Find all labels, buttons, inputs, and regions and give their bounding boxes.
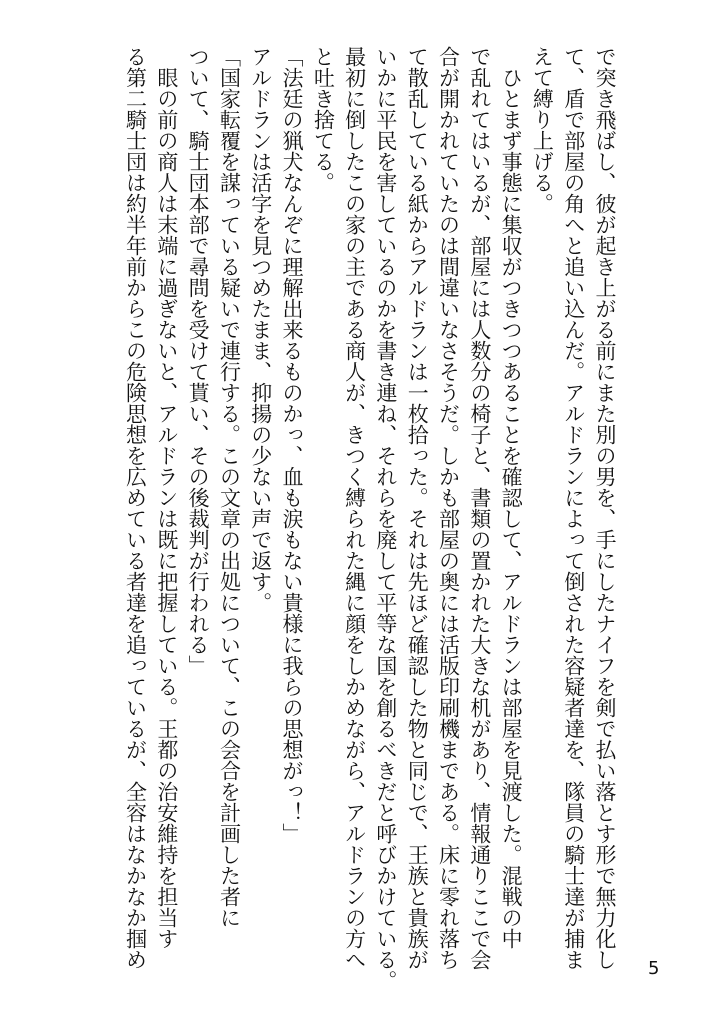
text-line: て、盾で部屋の角へと追い込んだ。アルドランによって倒された容疑者達を、隊員の騎士達が捕ま [561, 46, 586, 970]
text-line: 「国家転覆を謀っている疑いで連行する。この文章の出処について、この会合を計画した者に [217, 46, 242, 928]
text-line: で乱れてはいるが、部屋には人数分の椅子と、書類の置かれた大きな机があり、情報通りここで会 [467, 46, 492, 970]
text-line: で突き飛ばし、彼が起き上がる前にまた別の男を、手にしたナイフを剣で払い落とす形で無力化し [593, 46, 617, 970]
text-line: えて縛り上げる。 [530, 46, 555, 214]
text-line: 最初に倒したこの家の主である商人が、きつく縛られた縄に顔をしかめながら、アルドランの方へ [342, 46, 367, 970]
text-line: と吐き捨てる。 [311, 46, 336, 193]
text-line: いかに平民を害しているのかを書き連ね、それらを廃して平等な国を創るべきだと呼びかけている。 [373, 46, 398, 991]
text-line: て散乱している紙からアルドランは一枚拾った。それは先ほど確認した物と同じで、王族と貴族が [405, 46, 430, 970]
text-line: アルドランは活字を見つめたまま、抑揚の少ない声で返す。 [248, 46, 273, 613]
text-line: ついて、騎士団本部で尋問を受けて貰い、その後裁判が行われる」 [186, 46, 211, 676]
text-line: 合が開かれていたのは間違いなさそうだ。しかも部屋の奥には活版印刷機まである。床に零れ落ち [436, 46, 461, 970]
text-line: 眼の前の商人は末端に過ぎないと、アルドランは既に把握している。王都の治安維持を担当す [154, 46, 179, 949]
page-number: 5 [648, 958, 660, 979]
text-line: ひとまず事態に集収がつきつつあることを確認して、アルドランは部屋を見渡した。混戦の中 [499, 46, 524, 949]
text-line: 「法廷の猟犬なんぞに理解出来るものかっ、血も涙もない貴様に我らの思想がっ！」 [280, 46, 305, 844]
text-line: る第二騎士団は約半年前からこの危険思想を広めている者達を追っているが、全容はなかなか掴め [123, 46, 148, 970]
vertical-text-body [119, 46, 620, 991]
